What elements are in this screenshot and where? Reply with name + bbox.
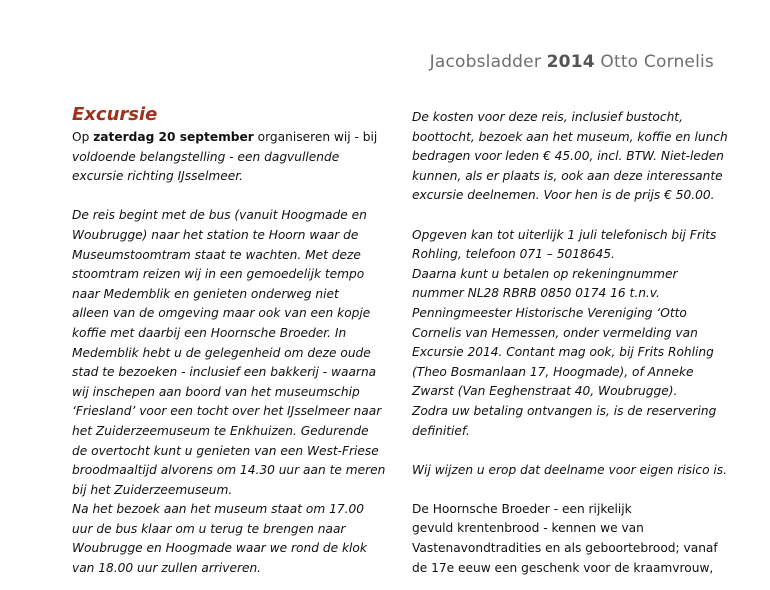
paragraph-gap — [412, 441, 737, 461]
event-date: zaterdag 20 september — [93, 130, 254, 144]
body-line: broodmaaltijd alvorens om 14.30 uur aan te meren — [72, 463, 386, 478]
registration-line: Daarna kunt u betalen op rekeningnummer — [412, 266, 678, 281]
header-society: Otto Cornelis — [600, 52, 714, 72]
sidebar-note-line: de 17e eeuw een geschenk voor de kraamvrouw, — [412, 560, 714, 575]
cost-line: bedragen voor leden € 45.00, incl. BTW. Niet-leden — [412, 149, 724, 164]
risk-notice: Wij wijzen u erop dat deelname voor eigen risico is. — [412, 462, 728, 477]
article-title: Excursie — [72, 104, 158, 125]
body-line: de overtocht kunt u genieten van een West-Friese — [72, 443, 379, 458]
cost-line: kunnen, als er plaats is, ook aan deze interessante — [412, 168, 723, 183]
registration-line: Zodra uw betaling ontvangen is, is de reservering — [412, 403, 717, 418]
header-year: 2014 — [546, 52, 595, 72]
body-line: uur de bus klaar om u terug te brengen naar — [72, 521, 346, 536]
body-line: stoomtram reizen wij in een gemoedelijk tempo — [72, 267, 365, 282]
body-line: bij het Zuiderzeemuseum. — [72, 482, 233, 497]
cost-line: excursie deelnemen. Voor hen is de prijs € 50.00. — [412, 188, 715, 203]
intro-line: excursie richting IJsselmeer. — [72, 169, 243, 184]
body-line: koffie met daarbij een Hoornsche Broeder. In — [72, 325, 347, 340]
body-line: Woubrugge) naar het station te Hoorn waar de — [72, 227, 359, 242]
body-line: stad te bezoeken - inclusief een bakkerij - waarna — [72, 365, 377, 380]
registration-line: (Theo Bosmanlaan 17, Hoogmade), of Anneke — [412, 364, 694, 379]
paragraph-gap — [72, 187, 382, 207]
body-line: Na het bezoek aan het museum staat om 17.00 — [72, 502, 364, 517]
sidebar-note-line: Vastenavondtradities en als geboortebrood; vanaf — [412, 541, 718, 556]
intro-line: Op zaterdag 20 september organiseren wij - bij — [72, 130, 378, 144]
left-column — [72, 104, 386, 579]
body-line: Medemblik hebt u de gelegenheid om deze oude — [72, 345, 371, 360]
sidebar-note-line: gevuld krentenbrood - kennen we van — [412, 521, 644, 536]
header-publication: Jacobsladder — [429, 52, 542, 72]
registration-line: nummer NL28 RBRB 0850 0174 16 t.n.v. — [412, 286, 660, 301]
cost-line: De kosten voor deze reis, inclusief bustocht, — [412, 110, 683, 124]
body-line: Woubrugge en Hoogmade waar we rond de klok — [72, 541, 367, 556]
registration-line: Zwarst (Van Eeghenstraat 40, Woubrugge). — [412, 384, 678, 399]
body-line: Museumstoomtram staat te wachten. Met deze — [72, 247, 361, 262]
body-line: ‘Friesland’ voor een tocht over het IJsselmeer naar — [72, 404, 382, 419]
body-line: wij inschepen aan boord van het museumschip — [72, 384, 360, 399]
page-header — [430, 52, 714, 72]
right-column — [412, 108, 737, 578]
body-line: naar Medemblik en genieten onderweg niet — [72, 286, 339, 301]
paragraph-gap — [412, 480, 737, 500]
body-line: van 18.00 uur zullen arriveren. — [72, 561, 262, 576]
registration-line: Excursie 2014. Contant mag ook, bij Frits Rohling — [412, 345, 714, 360]
registration-line: Rohling, telefoon 071 – 5018645. — [412, 247, 615, 262]
registration-line: definitief. — [412, 423, 470, 438]
sidebar-note-line: De Hoornsche Broeder - een rijkelijk — [412, 501, 632, 516]
body-line: alleen van de omgeving maar ook van een kopje — [72, 306, 371, 321]
registration-line: Opgeven kan tot uiterlijk 1 juli telefonisch bij Frits — [412, 227, 717, 242]
body-line: het Zuiderzeemuseum te Enkhuizen. Gedurende — [72, 423, 369, 438]
registration-line: Cornelis van Hemessen, onder vermelding van — [412, 325, 698, 340]
intro-line: voldoende belangstelling - een dagvullende — [72, 149, 340, 164]
body-line: De reis begint met de bus (vanuit Hoogmade en — [72, 208, 367, 223]
paragraph-gap — [412, 206, 737, 226]
cost-line: boottocht, bezoek aan het museum, koffie en lunch — [412, 129, 728, 144]
registration-line: Penningmeester Historische Vereniging ‘Otto — [412, 305, 687, 320]
